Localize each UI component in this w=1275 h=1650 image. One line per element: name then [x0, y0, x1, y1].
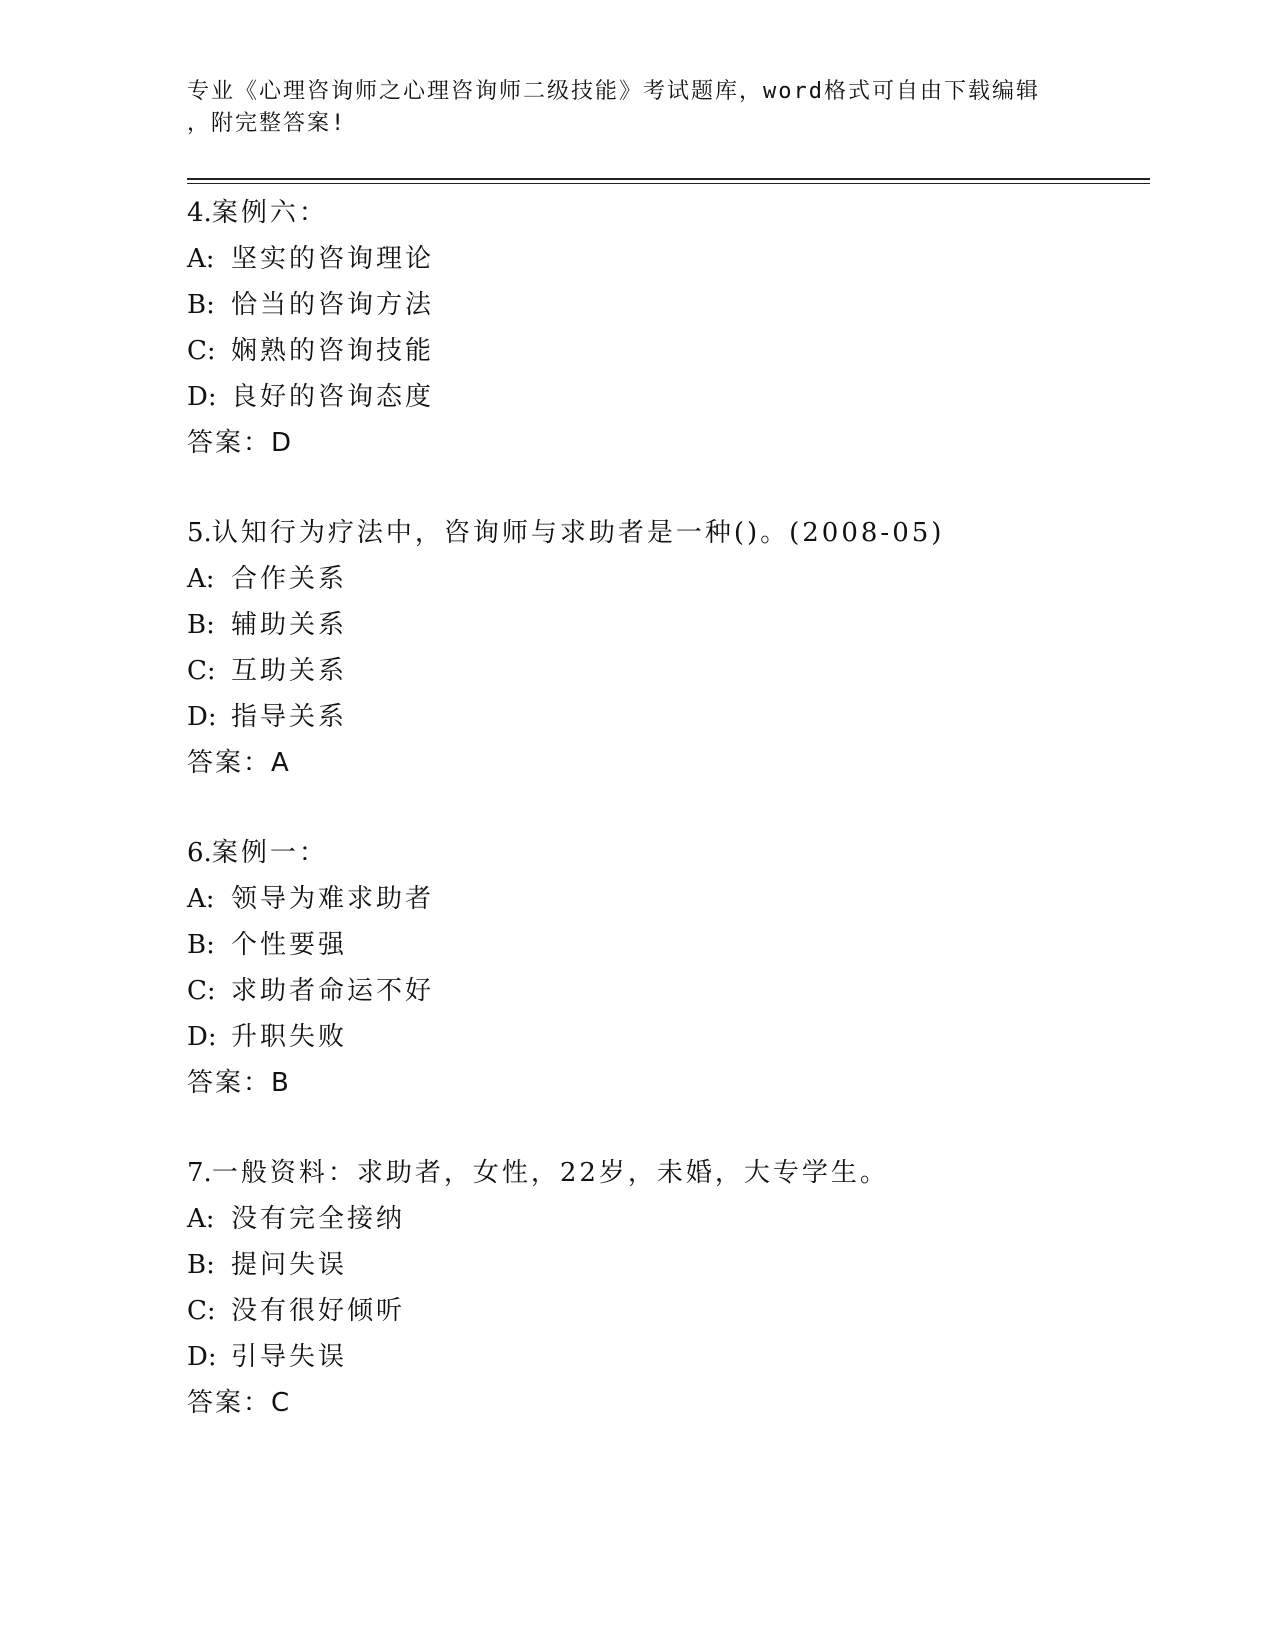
option-c	[187, 648, 1147, 694]
option-letter: A:	[187, 1204, 215, 1234]
option-letter: B:	[187, 610, 215, 640]
question-stem	[187, 190, 1147, 236]
option-d	[187, 1014, 1147, 1060]
question-4	[187, 190, 1147, 466]
option-d	[187, 694, 1147, 740]
option-text: 提问失误	[231, 1250, 348, 1280]
option-letter: C:	[187, 656, 216, 686]
question-7	[187, 1150, 1147, 1426]
option-c	[187, 1288, 1147, 1334]
option-a	[187, 1196, 1147, 1242]
question-number: 5.	[187, 518, 212, 548]
option-d	[187, 374, 1147, 420]
answer-line: 答案：D	[187, 428, 294, 458]
question-5	[187, 510, 1147, 786]
option-a	[187, 556, 1147, 602]
option-letter: C:	[187, 976, 216, 1006]
question-stem	[187, 510, 1147, 556]
option-text: 指导关系	[231, 702, 348, 732]
option-text: 没有完全接纳	[231, 1204, 406, 1234]
question-text: 案例六：	[211, 198, 328, 228]
option-text: 合作关系	[231, 564, 348, 594]
question-text: 认知行为疗法中，咨询师与求助者是一种()。(2008-05)	[211, 518, 945, 548]
option-text: 良好的咨询态度	[231, 382, 435, 412]
option-letter: B:	[187, 930, 215, 960]
option-text: 没有很好倾听	[231, 1296, 406, 1326]
document-header	[187, 76, 1067, 140]
option-letter: D:	[187, 1342, 217, 1372]
answer-line: 答案：C	[187, 1388, 292, 1418]
option-letter: D:	[187, 382, 217, 412]
option-letter: C:	[187, 336, 216, 366]
option-c	[187, 968, 1147, 1014]
question-number: 4.	[187, 198, 212, 228]
option-b	[187, 282, 1147, 328]
option-letter: D:	[187, 702, 217, 732]
option-b	[187, 1242, 1147, 1288]
question-list	[187, 190, 1147, 1470]
header-divider-thick	[187, 178, 1150, 180]
option-letter: B:	[187, 290, 215, 320]
option-text: 娴熟的咨询技能	[231, 336, 435, 366]
option-b	[187, 602, 1147, 648]
option-letter: A:	[187, 884, 215, 914]
option-text: 辅助关系	[231, 610, 348, 640]
answer-line: 答案：B	[187, 1068, 291, 1098]
option-text: 升职失败	[231, 1022, 348, 1052]
option-text: 领导为难求助者	[231, 884, 435, 914]
question-text: 一般资料：求助者，女性，22岁，未婚，大专学生。	[211, 1158, 889, 1188]
header-line-1: 专业《心理咨询师之心理咨询师二级技能》考试题库，word格式可自由下载编辑	[187, 79, 1040, 104]
option-letter: D:	[187, 1022, 217, 1052]
option-letter: B:	[187, 1250, 215, 1280]
option-a	[187, 236, 1147, 282]
question-stem	[187, 1150, 1147, 1196]
question-6	[187, 830, 1147, 1106]
option-a	[187, 876, 1147, 922]
option-text: 坚实的咨询理论	[231, 244, 435, 274]
option-text: 求助者命运不好	[231, 976, 435, 1006]
answer-line: 答案：A	[187, 748, 291, 778]
header-divider-thin	[187, 183, 1150, 184]
option-letter: A:	[187, 564, 215, 594]
question-text: 案例一：	[211, 838, 328, 868]
option-text: 个性要强	[231, 930, 348, 960]
option-text: 恰当的咨询方法	[231, 290, 435, 320]
option-letter: A:	[187, 244, 215, 274]
question-stem	[187, 830, 1147, 876]
option-b	[187, 922, 1147, 968]
option-c	[187, 328, 1147, 374]
question-number: 7.	[187, 1158, 212, 1188]
question-number: 6.	[187, 838, 212, 868]
option-text: 互助关系	[231, 656, 348, 686]
option-letter: C:	[187, 1296, 216, 1326]
option-text: 引导失误	[231, 1342, 348, 1372]
header-line-2: ，附完整答案!	[187, 111, 347, 136]
option-d	[187, 1334, 1147, 1380]
